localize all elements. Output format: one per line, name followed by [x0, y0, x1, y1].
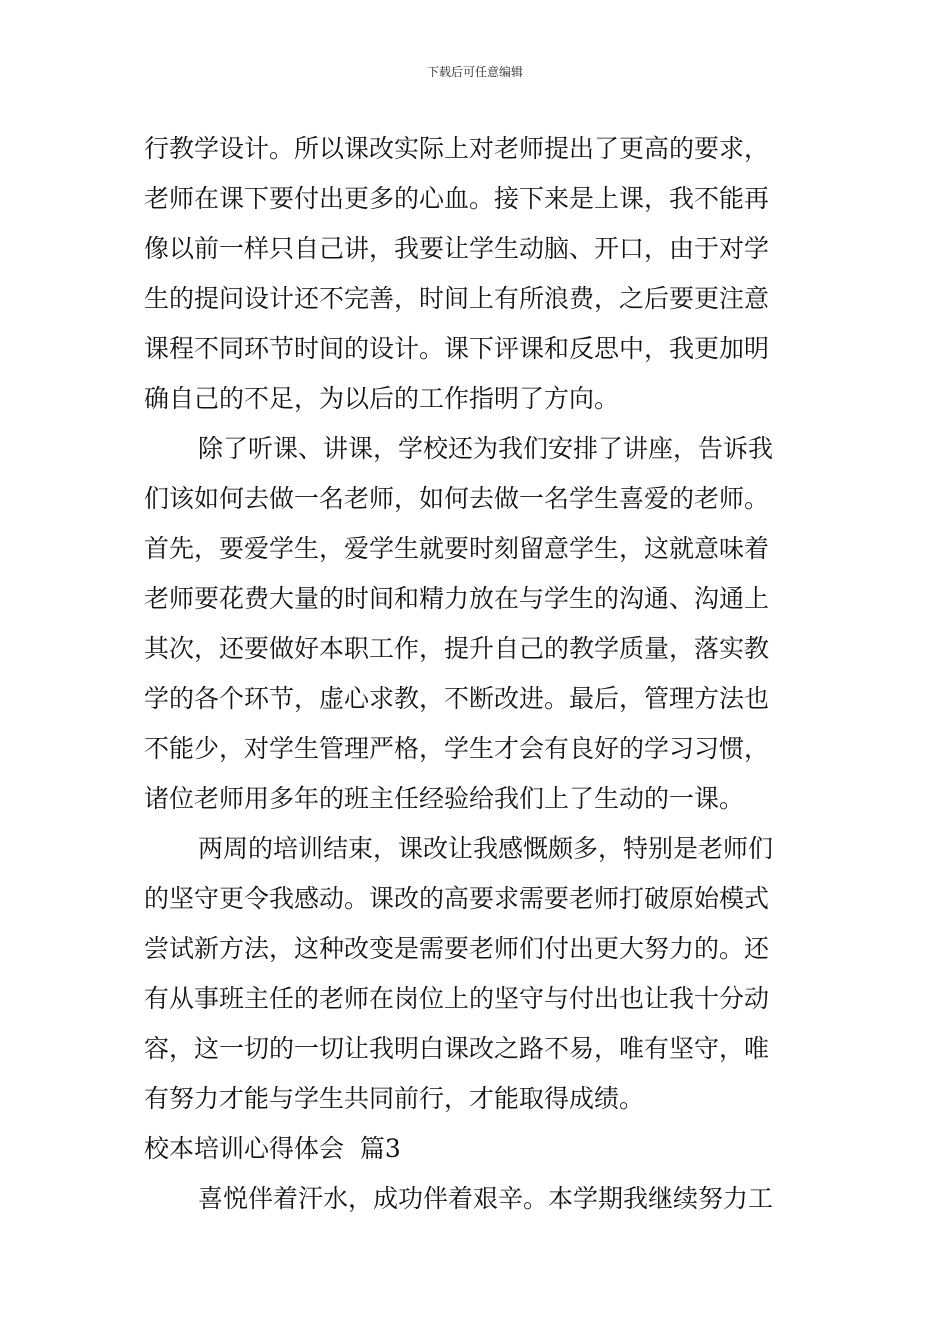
text-line: 其次，还要做好本职工作，提升自己的教学质量，落实教 [144, 634, 770, 663]
text-line: 老师要花费大量的时间和精力放在与学生的沟通、沟通上 [144, 584, 770, 613]
text-line: 的坚守更令我感动。课改的高要求需要老师打破原始模式 [144, 884, 770, 913]
text-line: 容，这一切的一切让我明白课改之路不易，唯有坚守，唯 [144, 1034, 770, 1063]
paragraph-first-line: 喜悦伴着汗水，成功伴着艰辛。本学期我继续努力工 [198, 1184, 774, 1213]
text-line: 有努力才能与学生共同前行，才能取得成绩。 [144, 1084, 645, 1113]
section-heading: 校本培训心得体会 篇3 [144, 1134, 401, 1163]
text-line: 首先，要爱学生，爱学生就要时刻留意学生，这就意味着 [144, 534, 770, 563]
text-line: 尝试新方法，这种改变是需要老师们付出更大努力的。还 [144, 934, 770, 963]
paragraph-first-line: 除了听课、讲课，学校还为我们安排了讲座，告诉我 [198, 434, 774, 463]
text-line: 们该如何去做一名老师，如何去做一名学生喜爱的老师。 [144, 484, 770, 513]
text-line: 确自己的不足，为以后的工作指明了方向。 [144, 384, 620, 413]
text-line: 不能少，对学生管理严格，学生才会有良好的学习习惯， [144, 734, 770, 763]
text-line: 诸位老师用多年的班主任经验给我们上了生动的一课。 [144, 784, 745, 813]
paragraph-first-line: 两周的培训结束，课改让我感慨颇多，特别是老师们 [198, 834, 774, 863]
text-line: 有从事班主任的老师在岗位上的坚守与付出也让我十分动 [144, 984, 770, 1013]
text-line: 像以前一样只自己讲，我要让学生动脑、开口，由于对学 [144, 234, 770, 263]
body-text [144, 124, 810, 1224]
text-line: 学的各个环节，虚心求教，不断改进。最后，管理方法也 [144, 684, 770, 713]
text-line: 课程不同环节时间的设计。课下评课和反思中，我更加明 [144, 334, 770, 363]
text-line: 生的提问设计还不完善，时间上有所浪费，之后要更注意 [144, 284, 770, 313]
text-line: 行教学设计。所以课改实际上对老师提出了更高的要求， [144, 134, 770, 163]
header-note: 下载后可任意编辑 [426, 65, 523, 79]
text-line: 老师在课下要付出更多的心血。接下来是上课，我不能再 [144, 184, 770, 213]
